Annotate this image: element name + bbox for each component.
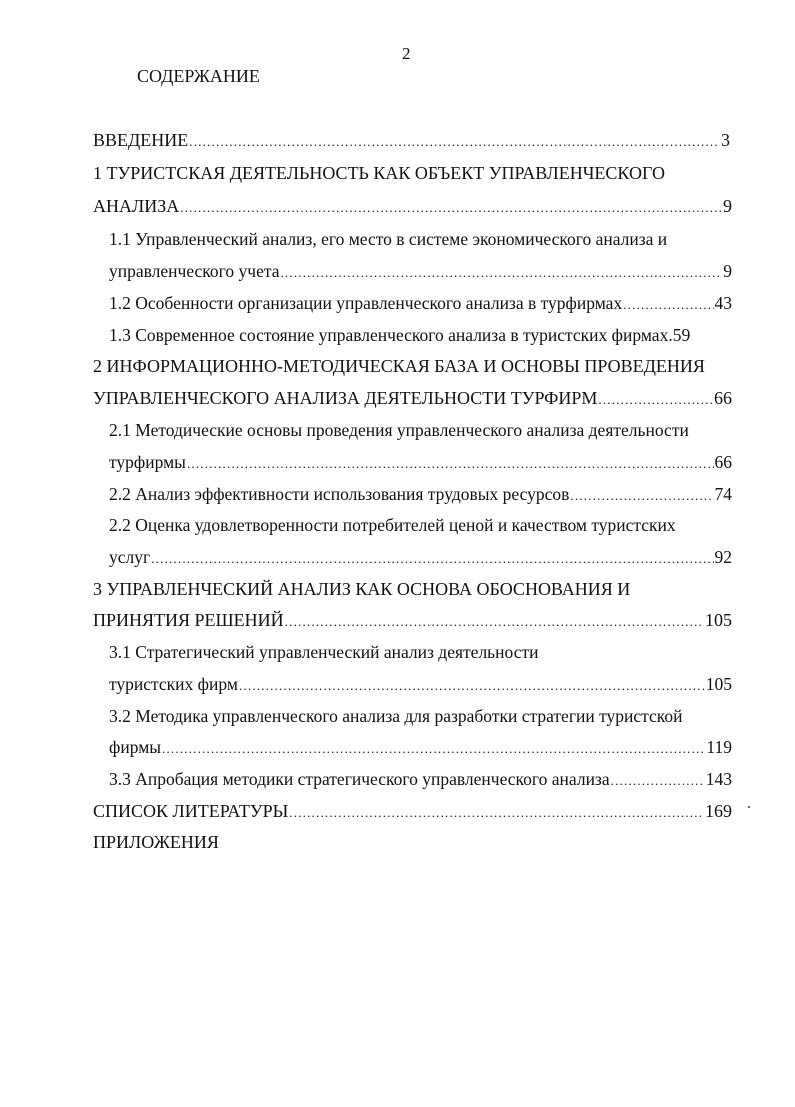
toc-leader-dots [285, 610, 704, 634]
toc-entry-text: услуг [109, 547, 151, 567]
toc-entry-chapter-2-line-2 [93, 386, 732, 410]
toc-entry-section-2-2 [109, 482, 732, 506]
toc-entry-text: 1.2 Особенности организации управленческого анализа в турфирмах [109, 293, 623, 313]
toc-entry-text: фирмы [109, 737, 162, 757]
toc-entry-page: .59 [668, 325, 691, 345]
toc-entry-text: 1 ТУРИСТСКАЯ ДЕЯТЕЛЬНОСТЬ КАК ОБЪЕКТ УПРАВЛЕНЧЕСКОГО [93, 163, 665, 183]
toc-entry-text: 2.1 Методические основы проведения управленческого анализа деятельности [109, 420, 689, 440]
toc-leader-dots [280, 261, 722, 285]
toc-entry-section-2-3-line-2 [109, 545, 732, 569]
toc-entry-section-1-1-line-1 [109, 227, 667, 251]
toc-entry-page: 43 [714, 293, 732, 313]
toc-entry-page: 3 [721, 130, 730, 150]
toc-entry-chapter-2-line-1 [93, 354, 705, 378]
toc-entry-page: 143 [705, 769, 732, 789]
toc-entry-page: 105 [705, 610, 732, 630]
toc-leader-dots [623, 293, 713, 317]
toc-entry-chapter-3-line-2 [93, 608, 732, 632]
toc-entry-chapter-1-line-1 [93, 161, 665, 185]
toc-entry-text: СПИСОК ЛИТЕРАТУРЫ [93, 801, 289, 821]
toc-entry-text: ПРИЛОЖЕНИЯ [93, 832, 219, 852]
toc-entry-chapter-3-line-1 [93, 577, 630, 601]
toc-entry-page: 169 [705, 801, 732, 821]
toc-entry-section-3-2-line-1 [109, 704, 683, 728]
toc-entry-text: 3 УПРАВЛЕНЧЕСКИЙ АНАЛИЗ КАК ОСНОВА ОБОСНОВАНИЯ И [93, 579, 631, 599]
toc-entry-intro [93, 128, 730, 152]
toc-leader-dots [570, 484, 713, 508]
toc-entry-page: 74 [714, 484, 732, 504]
toc-entry-page: 66 [714, 388, 732, 408]
toc-leader-dots [187, 452, 714, 476]
toc-entry-page: 105 [705, 674, 732, 694]
toc-entry-section-1-2 [109, 291, 732, 315]
page-number: 2 [402, 44, 411, 63]
toc-leader-dots [180, 196, 722, 220]
toc-entry-section-1-1-line-2 [109, 259, 732, 283]
toc-entry-section-3-1-line-1 [109, 640, 539, 664]
toc-entry-text: турфирмы [109, 452, 186, 472]
toc-entry-text: УПРАВЛЕНЧЕСКОГО АНАЛИЗА ДЕЯТЕЛЬНОСТИ ТУРФИРМ [93, 388, 598, 408]
toc-entry-page: 119 [706, 737, 732, 757]
scan-speck [748, 806, 750, 808]
toc-leader-dots [189, 130, 720, 154]
toc-entry-section-1-3 [109, 323, 732, 347]
toc-leader-dots [151, 547, 713, 571]
toc-entry-bibliography [93, 799, 732, 823]
toc-entry-text: 3.3 Апробация методики стратегического управленческого анализа [109, 769, 610, 789]
toc-leader-dots [611, 769, 705, 793]
toc-entry-section-2-3-line-1 [109, 513, 676, 537]
toc-entry-text: 2.2 Анализ эффективности использования трудовых ресурсов [109, 484, 570, 504]
toc-entry-section-2-1-line-1 [109, 418, 689, 442]
toc-entry-page: 66 [714, 452, 732, 472]
toc-entry-appendix [93, 830, 219, 854]
toc-entry-text: туристских фирм [109, 674, 238, 694]
toc-entry-text: 2.2 Оценка удовлетворенности потребителей ценой и качеством туристских [109, 515, 676, 535]
toc-entry-text: управленческого учета [109, 261, 280, 281]
toc-leader-dots [598, 388, 713, 412]
toc-entry-page: 92 [714, 547, 732, 567]
toc-entry-text: 3.1 Стратегический управленческий анализ деятельности [109, 642, 539, 662]
toc-entry-text: ПРИНЯТИЯ РЕШЕНИЙ [93, 610, 284, 630]
toc-entry-text: ВВЕДЕНИЕ [93, 130, 189, 150]
toc-entry-section-2-1-line-2 [109, 450, 732, 474]
toc-entry-text: 2 ИНФОРМАЦИОННО-МЕТОДИЧЕСКАЯ БАЗА И ОСНОВЫ ПРОВЕДЕНИЯ [93, 356, 705, 376]
toc-leader-dots [162, 737, 705, 761]
toc-title: СОДЕРЖАНИЕ [137, 66, 260, 86]
toc-entry-section-3-1-line-2 [109, 672, 732, 696]
toc-entry-chapter-1-line-2 [93, 194, 732, 218]
toc-entry-page: 9 [723, 196, 732, 216]
toc-entry-text: АНАЛИЗА [93, 196, 180, 216]
toc-entry-text: 1.1 Управленческий анализ, его место в системе экономического анализа и [109, 229, 668, 249]
toc-entry-text: 3.2 Методика управленческого анализа для разработки стратегии туристской [109, 706, 683, 726]
toc-entry-section-3-3 [109, 767, 732, 791]
toc-entry-page: 9 [723, 261, 732, 281]
toc-leader-dots [289, 801, 704, 825]
toc-entry-text: 1.3 Современное состояние управленческого анализа в туристских фирмах [109, 325, 669, 345]
toc-entry-section-3-2-line-2 [109, 735, 732, 759]
toc-leader-dots [239, 674, 705, 698]
